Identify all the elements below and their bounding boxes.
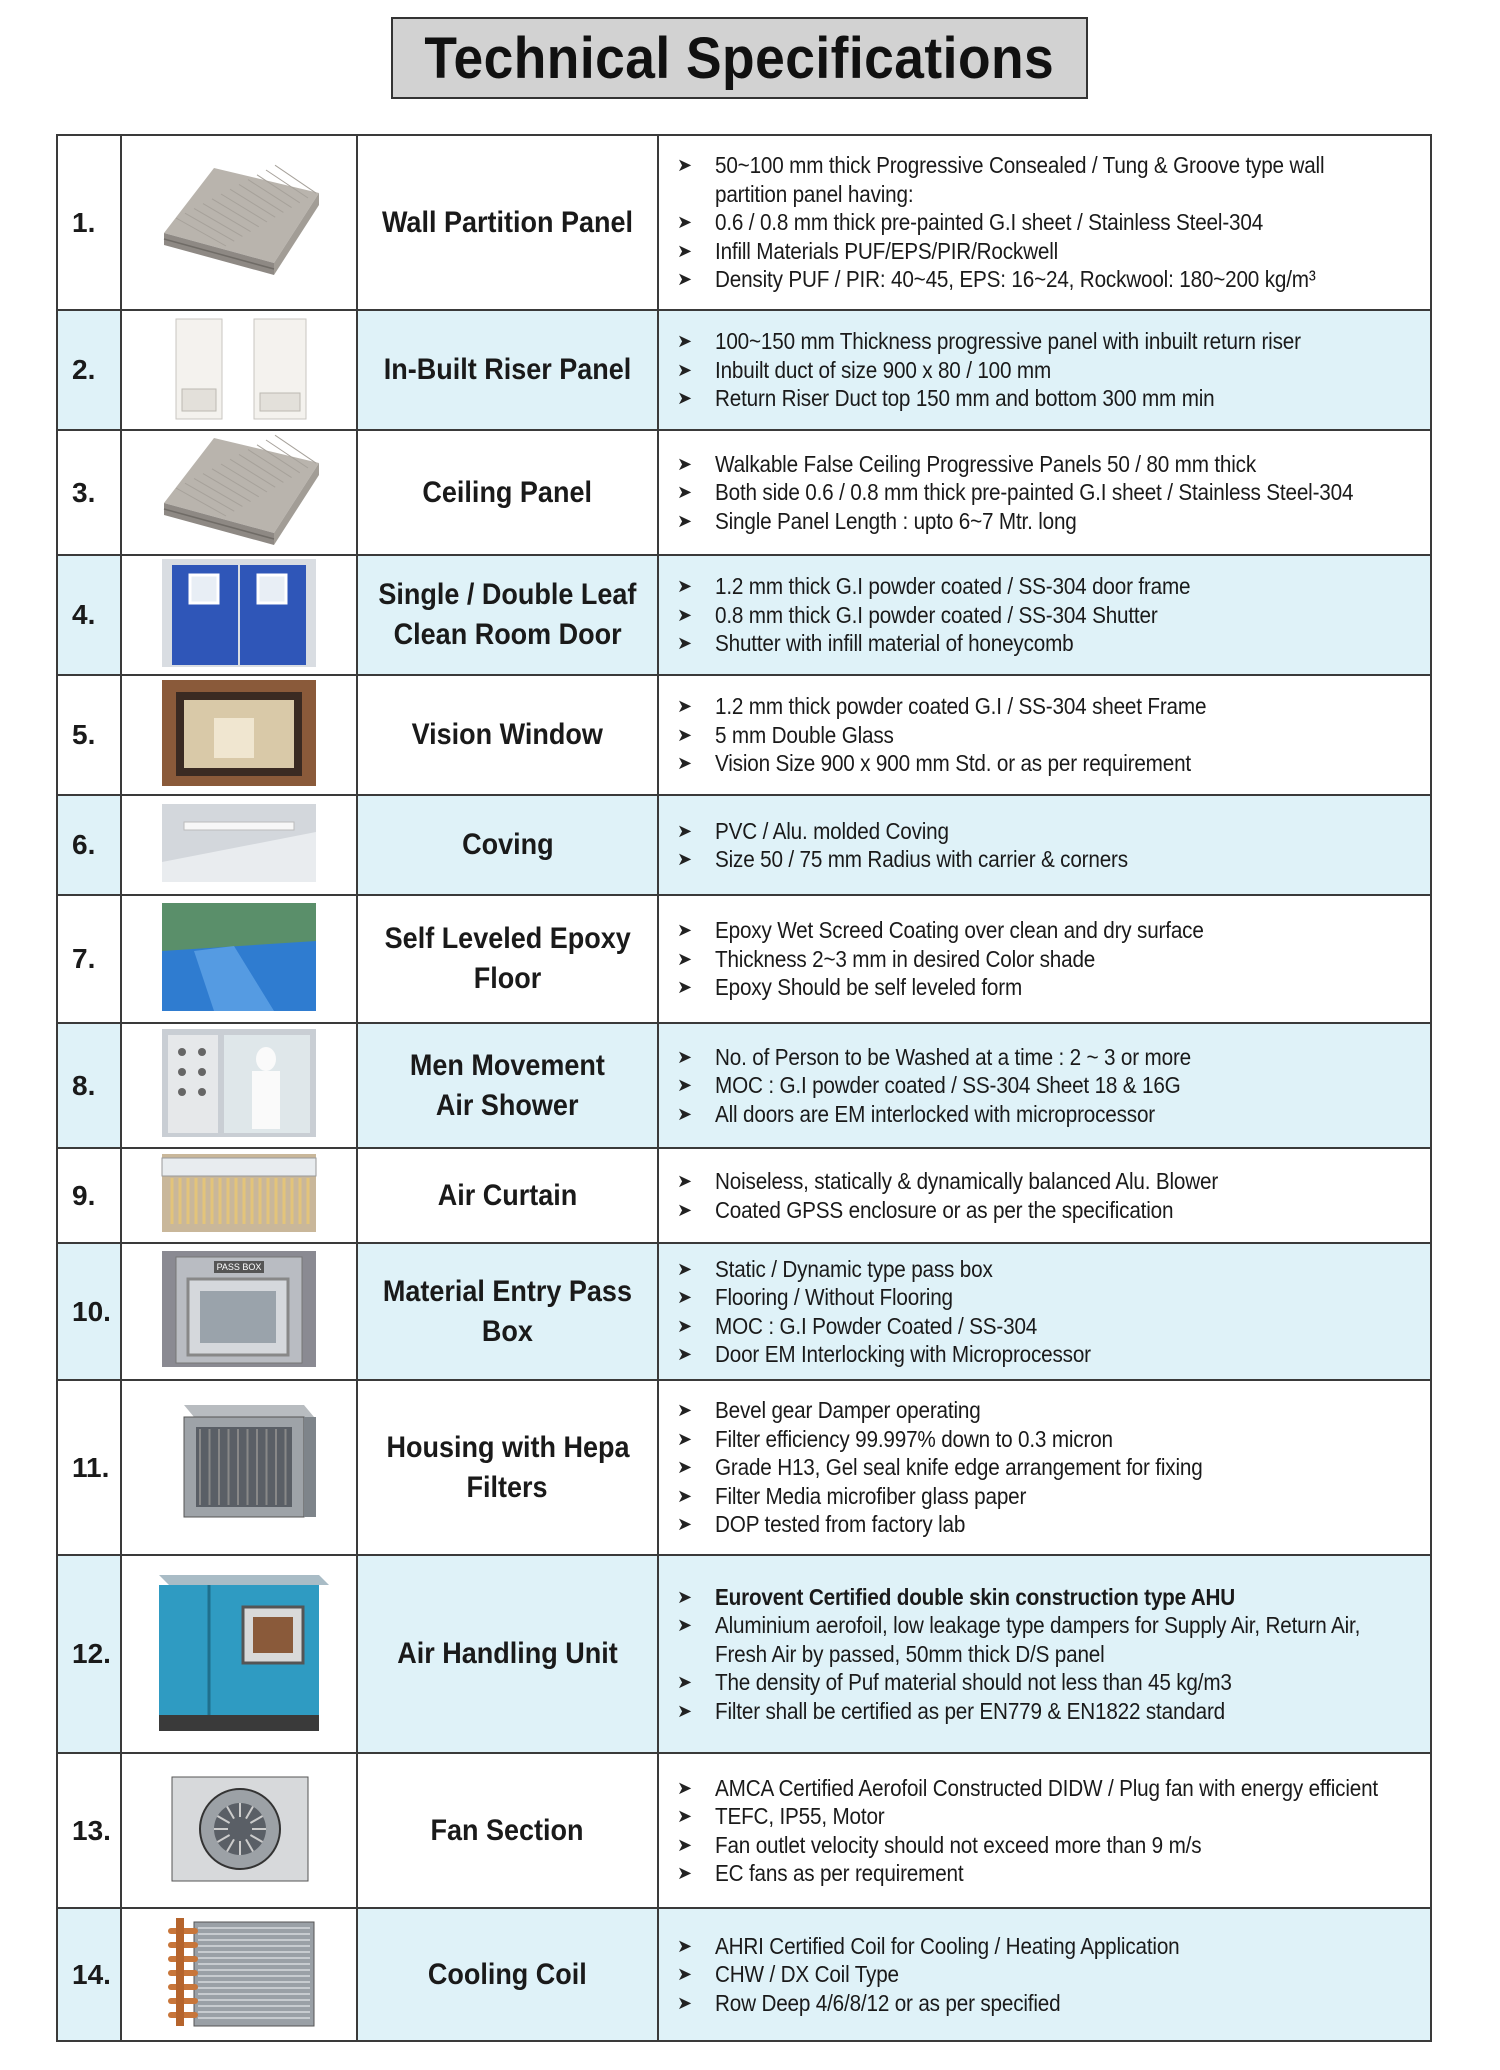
spec-bullet: ➤ Infill Materials PUF/EPS/PIR/Rockwell [677,237,1059,264]
item-name-line: Air Handling Unit [397,1637,618,1670]
spec-bullet: ➤ MOC : G.I Powder Coated / SS-304 [677,1312,1038,1339]
item-name [357,1753,658,1908]
spec-bullet: ➤ No. of Person to be Washed at a time : 2 ~ 3 or more [677,1043,1192,1070]
item-specs [658,1753,1431,1908]
arrow-bullet-icon: ➤ [677,1992,692,2013]
arrow-bullet-icon: ➤ [677,920,692,941]
arrow-bullet-icon: ➤ [677,1964,692,1985]
arrow-bullet-icon: ➤ [677,1485,692,1506]
arrow-bullet-icon: ➤ [677,1428,692,1449]
spec-row [57,1753,1431,1908]
row-number: 12. [57,1555,121,1753]
item-name [357,1023,658,1148]
arrow-bullet-icon: ➤ [677,604,692,625]
arrow-bullet-icon: ➤ [677,1400,692,1421]
door-image [154,557,324,674]
item-name-line: Vision Window [411,718,604,751]
arrow-bullet-icon: ➤ [677,1046,692,1067]
item-specs [658,555,1431,675]
item-name-line: Coving [461,828,554,861]
item-name [357,310,658,430]
item-name-line: Air Shower [436,1088,579,1122]
spec-bullet: ➤ PVC / Alu. molded Coving [677,817,949,844]
arrow-bullet-icon: ➤ [677,1514,692,1535]
arrow-bullet-icon: ➤ [677,240,692,261]
hepa-housing-image [154,1395,324,1540]
item-specs [658,1380,1431,1555]
spec-bullet: ➤ AMCA Certified Aerofoil Constructed DIDW / Plug fan with energy efficient [677,1774,1378,1801]
spec-row [57,1908,1431,2041]
arrow-bullet-icon: ➤ [677,1287,692,1307]
arrow-bullet-icon: ➤ [677,212,692,233]
item-name-line: Clean Room Door [393,618,622,651]
item-specs [658,1023,1431,1148]
spec-bullet: ➤ 1.2 mm thick G.I powder coated / SS-304 door frame [677,573,1191,600]
row-number: 6. [57,795,121,895]
arrow-bullet-icon: ➤ [677,1199,692,1220]
row-number: 4. [57,555,121,675]
title-box [391,17,1088,99]
row-number: 3. [57,430,121,555]
item-name [357,555,658,675]
spec-bullet: ➤ 1.2 mm thick powder coated G.I / SS-304 sheet Frame [677,693,1207,720]
row-number: 7. [57,895,121,1023]
arrow-bullet-icon: ➤ [677,1935,692,1956]
ahu-image [139,1567,339,1742]
spec-row [57,895,1431,1023]
row-number: 2. [57,310,121,430]
spec-bullet: ➤ Walkable False Ceiling Progressive Panels 50 / 80 mm thick [677,450,1257,477]
arrow-bullet-icon: ➤ [677,820,692,841]
spec-bullet: ➤ Return Riser Duct top 150 mm and bottom 300 mm min [677,385,1215,412]
spec-row [57,1555,1431,1753]
spec-table [56,134,1432,2042]
item-name-line: Fan Section [430,1813,585,1847]
item-name [357,1243,658,1380]
spec-bullet: ➤ Size 50 / 75 mm Radius with carrier & corners [677,846,1128,872]
spec-row [57,1023,1431,1148]
spec-bullet: ➤ Inbuilt duct of size 900 x 80 / 100 mm [677,356,1052,383]
item-image-cell [121,675,357,795]
arrow-bullet-icon: ➤ [677,1806,692,1826]
spec-row [57,555,1431,675]
item-name-line: Air Curtain [437,1178,578,1212]
item-specs [658,675,1431,795]
window-image [154,678,324,793]
spec-bullet: ➤ Density PUF / PIR: 40~45, EPS: 16~24, Rockwool: 180~200 kg/m³ [677,266,1316,293]
item-image-cell [121,1908,357,2041]
item-name [357,1148,658,1243]
spec-bullet: ➤ 100~150 mm Thickness progressive panel with inbuilt return riser [677,328,1301,355]
arrow-bullet-icon: ➤ [677,1344,692,1364]
arrow-bullet-icon: ➤ [677,1315,692,1336]
spec-bullet: ➤ Filter Media microfiber glass paper [677,1482,1027,1509]
item-specs [658,795,1431,895]
spec-row [57,675,1431,795]
arrow-bullet-icon: ➤ [677,977,692,998]
spec-bullet: ➤ Coated GPSS enclosure or as per the specification [677,1196,1174,1223]
item-name-line: Housing with Hepa [386,1430,629,1464]
spec-bullet: ➤ Fan outlet velocity should not exceed more than 9 m/s [677,1831,1202,1858]
air-shower-image [154,1027,324,1144]
item-name [357,795,658,895]
arrow-bullet-icon: ➤ [677,359,692,380]
item-name-line: Single / Double Leaf [378,578,637,611]
spec-bullet: ➤ Flooring / Without Flooring [677,1284,953,1310]
item-name-line: In-Built Riser Panel [383,353,632,386]
item-image-cell [121,1753,357,1908]
spec-bullet: ➤ Bevel gear Damper operating [677,1397,981,1424]
arrow-bullet-icon: ➤ [677,510,692,531]
row-number: 1. [57,135,121,310]
spec-row [57,1243,1431,1380]
page-title: Technical Specifications [424,25,1055,91]
arrow-bullet-icon: ➤ [677,1258,692,1279]
arrow-bullet-icon: ➤ [677,724,692,745]
item-image-cell [121,310,357,430]
item-name [357,430,658,555]
arrow-bullet-icon: ➤ [677,576,692,597]
item-name-line: Box [481,1314,534,1348]
cooling-coil-image [154,1912,324,2037]
row-number: 5. [57,675,121,795]
panel-stack-image [154,433,324,553]
spec-row [57,310,1431,430]
item-specs [658,1148,1431,1243]
arrow-bullet-icon: ➤ [677,1457,692,1478]
spec-bullet: ➤ Door EM Interlocking with Microprocessor [677,1341,1091,1367]
item-specs [658,1908,1431,2041]
spec-bullet: ➤ Single Panel Length : upto 6~7 Mtr. long [677,507,1077,534]
spec-bullet: ➤ 5 mm Double Glass [677,721,894,748]
arrow-bullet-icon: ➤ [677,633,692,654]
item-name-line: Ceiling Panel [422,475,593,509]
arrow-bullet-icon: ➤ [677,1586,692,1607]
spec-bullet: ➤ Shutter with infill material of honeycomb [677,630,1074,657]
item-name [357,1380,658,1555]
item-name-line: Self Leveled Epoxy [384,922,631,955]
item-image-cell [121,1380,357,1555]
item-name-line: Filters [466,1470,549,1504]
spec-bullet: ➤ DOP tested from factory lab [677,1511,966,1538]
spec-bullet: ➤ AHRI Certified Coil for Cooling / Heating Application [677,1932,1180,1959]
arrow-bullet-icon: ➤ [677,1075,692,1096]
riser-panel-image [154,313,324,428]
spec-bullet: ➤ Filter efficiency 99.997% down to 0.3 micron [677,1425,1113,1452]
arrow-bullet-icon: ➤ [677,1700,692,1721]
spec-bullet: partition panel having: [715,180,914,207]
item-name [357,1908,658,2041]
item-image-cell [121,1243,357,1380]
spec-bullet: ➤ The density of Puf material should not less than 45 kg/m3 [677,1669,1232,1696]
spec-bullet: ➤ Thickness 2~3 mm in desired Color shade [677,945,1096,972]
spec-row [57,1380,1431,1555]
row-number: 8. [57,1023,121,1148]
arrow-bullet-icon: ➤ [677,1103,692,1124]
item-image-cell [121,1148,357,1243]
item-name [357,135,658,310]
item-name [357,1555,658,1753]
arrow-bullet-icon: ➤ [677,1615,692,1636]
item-name-line: Floor [473,962,542,995]
arrow-bullet-icon: ➤ [677,269,692,290]
spec-row [57,1148,1431,1243]
arrow-bullet-icon: ➤ [677,155,692,176]
spec-bullet: ➤ Epoxy Should be self leveled form [677,974,1023,1001]
spec-bullet: ➤ EC fans as per requirement [677,1860,964,1886]
row-number: 9. [57,1148,121,1243]
arrow-bullet-icon: ➤ [677,453,692,474]
spec-bullet: ➤ 0.8 mm thick G.I powder coated / SS-304 Shutter [677,601,1158,628]
spec-bullet: ➤ Filter shall be certified as per EN779 & EN1822 standard [677,1697,1226,1724]
item-name [357,675,658,795]
spec-bullet: ➤ Vision Size 900 x 900 mm Std. or as per requirement [677,750,1191,777]
spec-bullet: ➤ TEFC, IP55, Motor [677,1803,885,1829]
epoxy-floor-image [154,901,324,1018]
spec-bullet: ➤ 0.6 / 0.8 mm thick pre-painted G.I sheet / Stainless Steel-304 [677,209,1264,236]
spec-bullet: ➤ All doors are EM interlocked with microprocessor [677,1100,1156,1127]
arrow-bullet-icon: ➤ [677,696,692,717]
arrow-bullet-icon: ➤ [677,1777,692,1798]
spec-row [57,430,1431,555]
arrow-bullet-icon: ➤ [677,849,692,869]
item-specs [658,135,1431,310]
spec-bullet: ➤ Row Deep 4/6/8/12 or as per specified [677,1989,1061,2016]
item-name-line: Cooling Coil [428,1957,587,1991]
pass-box-image [154,1249,324,1374]
item-specs [658,1243,1431,1380]
spec-bullet: ➤ Noiseless, statically & dynamically balanced Alu. Blower [677,1168,1219,1194]
item-specs [658,430,1431,555]
spec-bullet: ➤ Both side 0.6 / 0.8 mm thick pre-painted G.I sheet / Stainless Steel-304 [677,479,1354,506]
spec-bullet: ➤ Eurovent Certified double skin construction type AHU [677,1583,1236,1610]
spec-bullet: ➤ MOC : G.I powder coated / SS-304 Sheet 18 & 16G [677,1072,1181,1099]
item-image-cell [121,895,357,1023]
coving-image [154,802,324,889]
item-image-cell [121,1555,357,1753]
item-name-line: Wall Partition Panel [381,205,634,239]
pass-box-label: PASS BOX [216,1262,262,1272]
row-number: 13. [57,1753,121,1908]
item-name [357,895,658,1023]
spec-bullet: ➤ Static / Dynamic type pass box [677,1255,993,1282]
arrow-bullet-icon: ➤ [677,1863,692,1883]
item-name-line: Material Entry Pass [382,1274,633,1308]
item-image-cell [121,555,357,675]
item-image-cell [121,795,357,895]
arrow-bullet-icon: ➤ [677,482,692,503]
item-specs [658,895,1431,1023]
item-specs [658,1555,1431,1753]
item-image-cell [121,135,357,310]
spec-row [57,135,1431,310]
row-number: 10. [57,1243,121,1380]
row-number: 11. [57,1380,121,1555]
item-image-cell [121,1023,357,1148]
arrow-bullet-icon: ➤ [677,1171,692,1191]
arrow-bullet-icon: ➤ [677,753,692,774]
row-number: 14. [57,1908,121,2041]
arrow-bullet-icon: ➤ [677,388,692,409]
air-curtain-image [154,1152,324,1239]
spec-bullet: ➤ Epoxy Wet Screed Coating over clean and dry surface [677,917,1204,944]
item-specs [658,310,1431,430]
spec-bullet: ➤ 50~100 mm thick Progressive Consealed / Tung & Groove type wall [677,152,1325,179]
panel-stack-image [154,163,324,283]
arrow-bullet-icon: ➤ [677,1672,692,1693]
arrow-bullet-icon: ➤ [677,331,692,352]
spec-bullet: ➤ Grade H13, Gel seal knife edge arrangement for fixing [677,1454,1203,1481]
spec-bullet: ➤ CHW / DX Coil Type [677,1961,899,1988]
arrow-bullet-icon: ➤ [677,1834,692,1855]
spec-bullet: ➤ Aluminium aerofoil, low leakage type dampers for Supply Air, Return Air, [677,1612,1361,1639]
fan-image [154,1763,324,1898]
item-image-cell [121,430,357,555]
spec-row [57,795,1431,895]
spec-bullet: Fresh Air by passed, 50mm thick D/S panel [715,1640,1105,1667]
item-name-line: Men Movement [409,1048,606,1082]
arrow-bullet-icon: ➤ [677,948,692,969]
